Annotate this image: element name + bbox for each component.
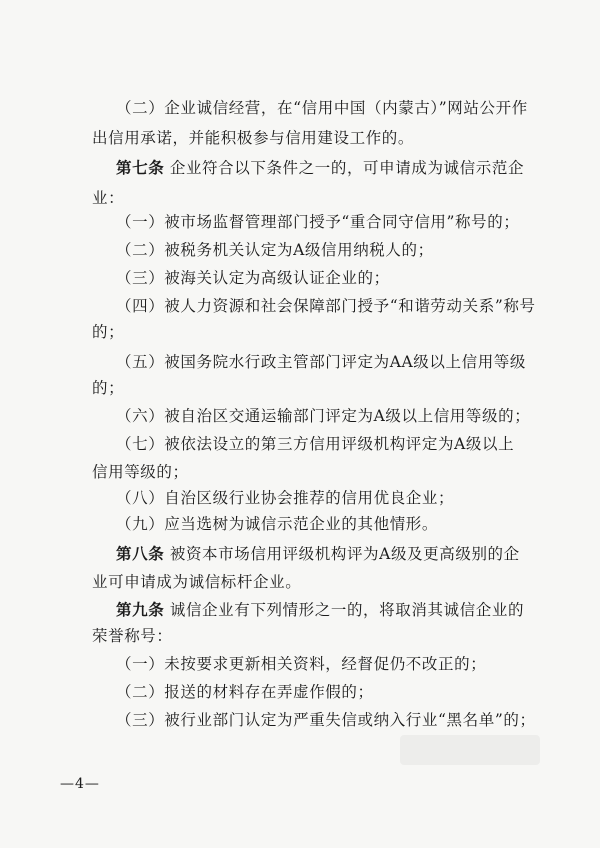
list-item: （九）应当选树为诚信示范企业的其他情形。 [116, 515, 439, 533]
list-item: （二）被税务机关认定为A级信用纳税人的； [116, 241, 434, 259]
paragraph-line: 业： [92, 189, 125, 207]
article-9-line [116, 600, 556, 620]
article-text: 被资本市场信用评级机构评为A级及更高级别的企 [169, 545, 520, 563]
list-item: （一）未按要求更新相关资料，经督促仍不改正的； [116, 655, 487, 673]
list-item-continued: 的； [92, 323, 125, 341]
article-7-line [116, 158, 556, 178]
scan-noise [400, 735, 540, 765]
article-text: 企业符合以下条件之一的，可申请成为诚信示范企 [169, 159, 525, 177]
list-item: （三）被行业部门认定为严重失信或纳入行业“黑名单”的； [116, 711, 536, 729]
list-item: （六）被自治区交通运输部门评定为A级以上信用等级的； [116, 407, 531, 425]
article-8-line [116, 544, 556, 564]
paragraph-line: 出信用承诺，并能积极参与信用建设工作的。 [92, 129, 415, 147]
list-item-continued: 的； [92, 379, 125, 397]
list-item-continued: 信用等级的； [92, 463, 189, 481]
paragraph-line: 荣誉称号： [92, 627, 173, 645]
article-heading: 第八条 [116, 544, 165, 563]
list-item: （一）被市场监督管理部门授予“重合同守信用”称号的； [116, 213, 520, 231]
article-heading: 第七条 [116, 158, 165, 177]
list-item: （四）被人力资源和社会保障部门授予“和谐劳动关系”称号 [116, 297, 536, 315]
page-number: —4— [60, 776, 100, 792]
list-item: （三）被海关认定为高级认证企业的； [116, 269, 390, 287]
list-item: （八）自治区级行业协会推荐的信用优良企业； [116, 489, 455, 507]
list-item: （二）报送的材料存在弄虚作假的； [116, 683, 374, 701]
paragraph-line: （二）企业诚信经营，在“信用中国（内蒙古）”网站公开作 [116, 99, 528, 117]
list-item: （五）被国务院水行政主管部门评定为AA级以上信用等级 [116, 353, 526, 371]
article-heading: 第九条 [116, 600, 165, 619]
paragraph-line: 业可申请成为诚信标杆企业。 [92, 573, 302, 591]
article-text: 诚信企业有下列情形之一的，将取消其诚信企业的 [169, 601, 525, 619]
list-item: （七）被依法设立的第三方信用评级机构评定为A级以上 [116, 435, 515, 453]
